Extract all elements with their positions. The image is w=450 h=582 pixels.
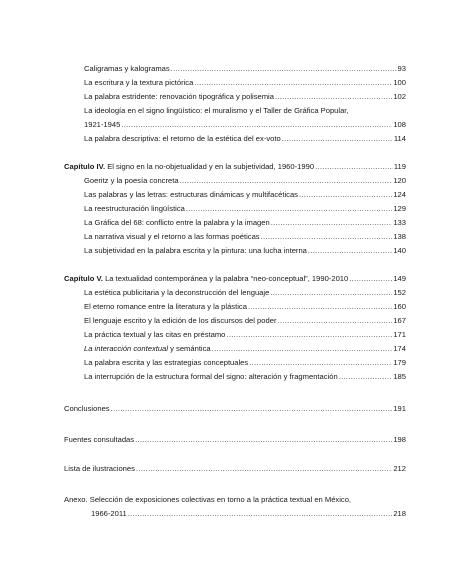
chapter-label: Capítulo V.: [64, 274, 103, 283]
toc-entry-page: 167: [393, 316, 406, 325]
toc-sources: [64, 432, 406, 444]
toc-entry-page: 198: [393, 435, 406, 444]
toc-entry-page: 140: [393, 246, 406, 255]
toc-entry-page: 174: [393, 344, 406, 353]
chapter-label: Capítulo IV.: [64, 162, 106, 171]
toc-entry-page: 102: [393, 92, 406, 101]
toc-entry-title-italic: La interacción contextual: [84, 344, 169, 353]
toc-entry-page: 185: [393, 372, 406, 381]
toc-entry-title: La práctica textual y las citas en préstamo: [84, 330, 226, 339]
toc-entry: [84, 243, 406, 255]
toc-entry-title: La estética publicitaria y la deconstrucción del lenguaje: [84, 288, 270, 297]
dot-leader: [339, 372, 393, 381]
toc-entry: [84, 173, 406, 185]
toc-entry-title: Anexo. Selección de exposiciones colectivas en torno a la práctica textual en México,: [64, 495, 352, 504]
toc-entry-title: Conclusiones: [64, 404, 110, 413]
chapter-title: El signo en la no-objetualidad y en la subjetividad, 1960-1990: [105, 162, 315, 171]
toc-entry-title: 1921-1945: [84, 120, 121, 129]
toc-entry-page: 93: [397, 64, 406, 73]
toc-entry: [84, 341, 406, 353]
toc-entry-title: La subjetividad en la palabra escrita y la pintura: una lucha interna: [84, 246, 307, 255]
toc-entry-page: 218: [393, 509, 406, 518]
toc-entry-page: 100: [393, 78, 406, 87]
toc-entry-title: y semántica: [168, 344, 211, 353]
toc-entry: [84, 285, 406, 297]
toc-entry-title: La palabra escrita y las estrategias conceptuales: [84, 358, 249, 367]
toc-entry-page: 160: [393, 302, 406, 311]
toc-entry-title: Lista de ilustraciones: [64, 464, 135, 473]
toc-entry-title: 1966-2011: [91, 509, 127, 518]
toc-entry-page: 171: [393, 330, 406, 339]
dot-leader: [315, 162, 393, 171]
toc-entry-page: 133: [393, 218, 406, 227]
toc-conclusions: [64, 401, 406, 413]
toc-entry: [84, 75, 406, 87]
toc-entry-title: Caligramas y kalogramas: [84, 64, 170, 73]
toc-annex: [91, 506, 406, 518]
toc-entry-title: La interrupción de la estructura formal del signo: alteración y fragmentación: [84, 372, 338, 381]
toc-entry-title: La escritura y la textura pictórica: [84, 78, 194, 87]
chapter-page: 119: [393, 162, 406, 171]
toc-entry-page: 120: [393, 176, 406, 185]
toc-entry-page: 138: [393, 232, 406, 241]
toc-illustrations: [64, 461, 406, 473]
toc-entry-page: 114: [393, 134, 406, 143]
chapter-v-heading: [64, 271, 406, 283]
chapter-page: 149: [393, 274, 406, 283]
dot-leader: [186, 204, 392, 213]
toc-entry-page: 191: [393, 404, 406, 413]
toc-entry-page: 152: [393, 288, 406, 297]
dot-leader: [349, 274, 392, 283]
toc-entry: [84, 313, 406, 325]
toc-entry-page: 129: [393, 204, 406, 213]
toc-entry: [84, 229, 406, 241]
toc-entry: [84, 299, 406, 311]
dot-leader: [299, 190, 392, 199]
toc-annex-first-line: [64, 492, 406, 504]
toc-entry-title: El lenguaje escrito y la edición de los discursos del poder: [84, 316, 277, 325]
toc-entry: [84, 327, 406, 339]
toc-entry: [84, 61, 406, 73]
toc-entry: [84, 369, 406, 381]
dot-leader: [135, 435, 392, 444]
toc-entry: [84, 215, 406, 227]
toc-entry-title: Goeritz y la poesía concreta: [84, 176, 179, 185]
dot-leader: [261, 232, 393, 241]
dot-leader: [180, 176, 393, 185]
dot-leader: [308, 246, 392, 255]
toc-entry-page: 124: [393, 190, 406, 199]
toc-entry-title: Las palabras y las letras: estructuras dinámicas y multifacéticas: [84, 190, 298, 199]
dot-leader: [111, 404, 393, 413]
dot-leader: [282, 134, 393, 143]
toc-entry-title: El eterno romance entre la literatura y la plástica: [84, 302, 247, 311]
dot-leader: [275, 92, 392, 101]
toc-entry-page: 179: [393, 358, 406, 367]
dot-leader: [270, 288, 392, 297]
dot-leader: [171, 64, 397, 73]
dot-leader: [248, 302, 392, 311]
dot-leader: [226, 330, 392, 339]
toc-entry-title: La Gráfica del 68: conflicto entre la palabra y la imagen: [84, 218, 270, 227]
toc-entry: [84, 131, 406, 143]
dot-leader: [277, 316, 392, 325]
toc-entry: [84, 187, 406, 199]
dot-leader: [136, 464, 392, 473]
toc-entry: [84, 201, 406, 213]
dot-leader: [212, 344, 393, 353]
toc-entry-title: La ideología en el signo lingüístico: el muralismo y el Taller de Gráfica Popular,: [84, 106, 349, 115]
dot-leader: [121, 120, 392, 129]
toc-entry: [84, 117, 406, 129]
toc-entry: [84, 355, 406, 367]
chapter-iv-heading: [64, 159, 406, 171]
dot-leader: [271, 218, 393, 227]
toc-entry-title: La palabra estridente: renovación tipográfica y polisemia: [84, 92, 274, 101]
chapter-title: La textualidad contemporánea y la palabra “neo-conceptual”, 1990-2010: [102, 274, 349, 283]
toc-entry-title: La narrativa visual y el retorno a las formas poéticas: [84, 232, 260, 241]
toc-entry-title: La reestructuración lingüística: [84, 204, 185, 213]
toc-entry-first-line: [84, 103, 406, 115]
dot-leader: [194, 78, 392, 87]
toc-entry-page: 212: [393, 464, 406, 473]
dot-leader: [128, 509, 393, 518]
toc-entry-title: La palabra descriptiva: el retorno de la estética del ex-voto: [84, 134, 281, 143]
dot-leader: [249, 358, 392, 367]
toc-entry-title: Fuentes consultadas: [64, 435, 135, 444]
toc-entry: [84, 89, 406, 101]
toc-entry-page: 108: [393, 120, 406, 129]
